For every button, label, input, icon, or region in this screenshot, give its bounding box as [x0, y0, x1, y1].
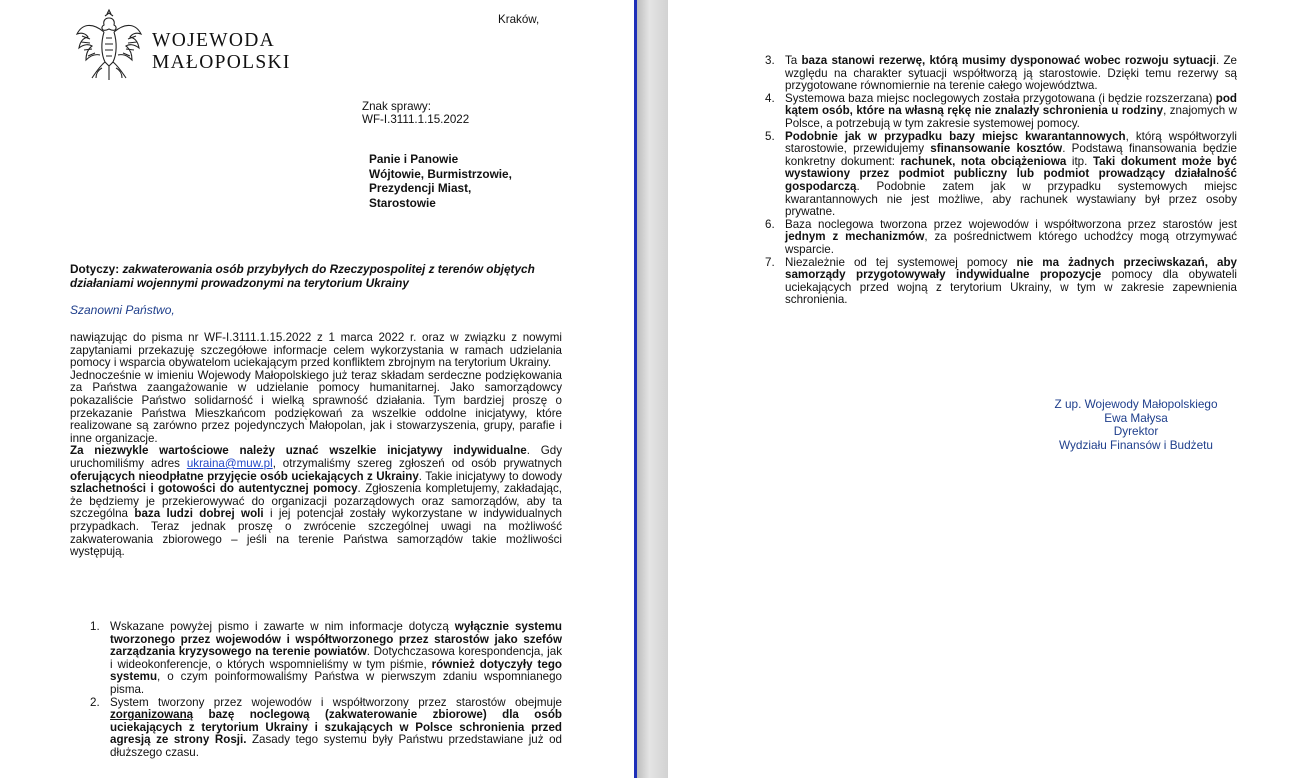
signature-block — [1046, 398, 1226, 452]
signature-line: Wydziału Finansów i Budżetu — [1059, 437, 1213, 452]
email-link[interactable]: ukraina@muw.pl — [186, 456, 273, 470]
list-item — [90, 695, 562, 760]
addressee-block — [369, 152, 512, 210]
list-item — [90, 620, 562, 697]
text-span: Wskazane powyżej pismo i zawarte w nim informacje dotyczą — [110, 620, 455, 633]
emphasis: również dotyczyły tego systemu — [110, 657, 562, 684]
list-item — [765, 217, 1237, 257]
emphasis: oferujących nieodpłatne przyjęcie osób uciekających z Ukrainy — [70, 469, 419, 483]
case-number: WF-I.3111.1.15.2022 — [362, 113, 470, 126]
signature-line: Z up. Wojewody Małopolskiego — [1054, 397, 1218, 411]
city-date: Kraków, — [498, 13, 540, 26]
text-span: Zasady tego systemu były Państwu przedstawiane już od dłuższego czasu. — [110, 733, 562, 759]
signature-line: Dyrektor — [1113, 424, 1159, 439]
body-text — [70, 332, 562, 559]
list-number: 6. — [765, 217, 775, 231]
list-item — [765, 54, 1237, 93]
institution-name — [152, 30, 291, 74]
emphasis: szlachetności i gotowości do autentycznej pomocy — [70, 482, 358, 496]
institution-name-line2: MAŁOPOLSKI — [152, 52, 291, 73]
numbered-list — [765, 54, 1237, 307]
emphasis: Za niezwykle wartościowe należy uznać wszelkie inicjatywy indywidualne — [70, 444, 527, 458]
case-reference — [362, 100, 469, 126]
document-page-2 — [668, 0, 1308, 778]
text-span: . Dotychczasowa korespondencja, jak i wideokonferencje, o których wspomnieliśmy w tym piśmie, — [110, 645, 562, 671]
list-item — [765, 129, 1237, 219]
list-number: 4. — [765, 91, 775, 105]
subject-text: zakwaterowania osób przybyłych do Rzeczypospolitej z terenów objętych działaniami wojennymi prowadzonymi na terytorium Ukrainy — [70, 262, 535, 290]
text-span: . Zgłoszenia kompletujemy, zakładając, że będziemy je przekierowywać do organizacji pozarządowych oraz samorządów, aby ta szczególna — [70, 482, 562, 521]
emphasis: baza ludzi dobrej woli — [134, 507, 264, 521]
text-span: Systemowa baza miejsc noclegowych została przygotowana (i będzie rozszerzana) — [785, 91, 1216, 105]
text-span: Ta — [785, 54, 802, 67]
list-number: 3. — [765, 54, 775, 67]
text-span: . Podobnie zatem jak w przypadku systemowych miejsc kwarantannowych nie jest możliwe, aby rachunek wystawiany był przez osoby prywatne. — [785, 179, 1237, 219]
emphasis: pod kątem osób, które na własną rękę nie znalazły schronienia u rodziny — [785, 91, 1237, 118]
text-span: System tworzony przez wojewodów i współtworzony przez starostów obejmuje — [110, 695, 562, 709]
list-number: 5. — [765, 129, 775, 143]
addressee-line: Wójtowie, Burmistrzowie, — [369, 166, 512, 181]
list-item — [765, 255, 1237, 307]
text-span: i jej potencjał zostały wykorzystane w indywidualnych przypadkach. Teraz jednak proszę o zwrócenie szczególnej uwagi na możliwość zakwaterowania zbiorowego – jeśli na terenie Państwa samorządów takie możliwości występują. — [70, 507, 562, 559]
list-number: 2. — [90, 695, 100, 709]
paragraph — [70, 445, 562, 558]
text-span: , otrzymaliśmy szereg zgłoszeń od osób prywatnych — [272, 456, 562, 470]
text-span: pomocy dla obywateli uciekających przed wojną z terytorium Ukrainy, w tym w zakresie zapewnienia schronienia. — [785, 268, 1237, 307]
addressee-line: Panie i Panowie — [369, 152, 459, 166]
emphasis: sfinansowanie kosztów — [930, 142, 1063, 156]
page-gap — [637, 0, 668, 778]
text-span: , o czym poinformowaliśmy Państwa w pierwszym zdaniu wspomnianego pisma. — [110, 670, 562, 696]
emphasis: jednym z mechanizmów — [785, 230, 925, 244]
emphasis: Podobnie jak w przypadku bazy miejsc kwarantannowych — [785, 129, 1126, 143]
text-span: Niezależnie od tej systemowej pomocy — [785, 255, 1017, 269]
text-span: . Gdy uruchomiliśmy adres — [70, 444, 562, 470]
signature-line: Ewa Małysa — [1104, 410, 1168, 425]
text-span: , którą współtworzyli starostowie, przewidujemy — [785, 129, 1237, 156]
emphasis: rachunek, nota obciążeniowa — [900, 154, 1067, 168]
paragraph: Jednocześnie w imieniu Wojewody Małopolskiego już teraz składam serdeczne podziękowania za Państwa zaangażowanie w udzielanie pomocy humanitarnej. Jako samorządowcy pokazaliście Państwo solidarność i wielką sprawność działania. Tym bardziej proszę o przekazanie Państwa Mieszkańcom podziękowań za wszelkie oddolne inicjatywy, które realizowane są zarówno przez pojedynczych Małopolan, jak i stowarzyszenia, grupy, parafie i inne organizacje. — [70, 368, 562, 445]
addressee-line: Starostowie — [369, 195, 436, 210]
document-page-1 — [0, 0, 634, 778]
emphasis: Taki dokument może być wystawiony przez podmiot publiczny lub podmiot prowadzący działalność gospodarczą — [785, 154, 1237, 193]
subject-label: Dotyczy: — [70, 262, 120, 276]
text-span: , za pośrednictwem którego uchodźcy mogą otrzymywać wsparcie. — [785, 230, 1237, 256]
paragraph: nawiązując do pisma nr WF-I.3111.1.15.2022 z 1 marca 2022 r. oraz w związku z nowymi zapytaniami przekazuję szczegółowe informacje celem wykorzystania w ramach udzielania pomocy i wsparcia obywatelom uciekającym przed konfliktem zbrojnym na terytorium Ukrainy. — [70, 331, 562, 370]
list-number: 7. — [765, 255, 775, 269]
text-span: . Ze względu na charakter sytuacji współtworzą ją starostowie. Dzięki temu rezerwy są przygotowane równomiernie na terenie całego województwa. — [785, 54, 1237, 93]
emphasis: nie ma żadnych przeciwskazań, aby samorządy przygotowywały indywidualne propozycje — [785, 255, 1237, 282]
eagle-emblem-icon — [74, 8, 144, 82]
subject-line — [70, 262, 565, 290]
greeting: Szanowni Państwo, — [70, 303, 175, 317]
emphasis: bazę noclegową (zakwaterowanie zbiorowe) dla osób uciekających z terytorium Ukrainy i szukających w Polsce schronienia przed agresją ze strony Rosji. — [110, 708, 562, 747]
text-span: . Takie inicjatywy to dowody — [418, 469, 562, 483]
case-label: Znak sprawy: — [362, 100, 431, 113]
list-item — [765, 91, 1237, 131]
addressee-line: Prezydencji Miast, — [369, 181, 472, 195]
text-span: . Podstawą finansowania będzie konkretny dokument: — [785, 142, 1237, 168]
list-number: 1. — [90, 620, 100, 633]
emphasis: baza stanowi rezerwę, którą musimy dysponować wobec rozwoju sytuacji — [801, 54, 1217, 67]
text-span: Baza noclegowa tworzona przez wojewodów i współtworzona przez starostów jest — [785, 217, 1237, 231]
text-span: , znajomych w Polsce, a potrzebują w tym zakresie systemowej pomocy. — [785, 104, 1237, 130]
text-span: itp. — [1066, 154, 1093, 168]
numbered-list — [90, 620, 562, 760]
underlined-emphasis: zorganizowaną — [110, 708, 194, 722]
institution-name-line1: WOJEWODA — [152, 30, 276, 51]
emphasis: wyłącznie systemu tworzonego przez wojewodów i współtworzonego przez starostów jako szefów zarządzania kryzysowego na terenie powiatów — [110, 620, 562, 659]
